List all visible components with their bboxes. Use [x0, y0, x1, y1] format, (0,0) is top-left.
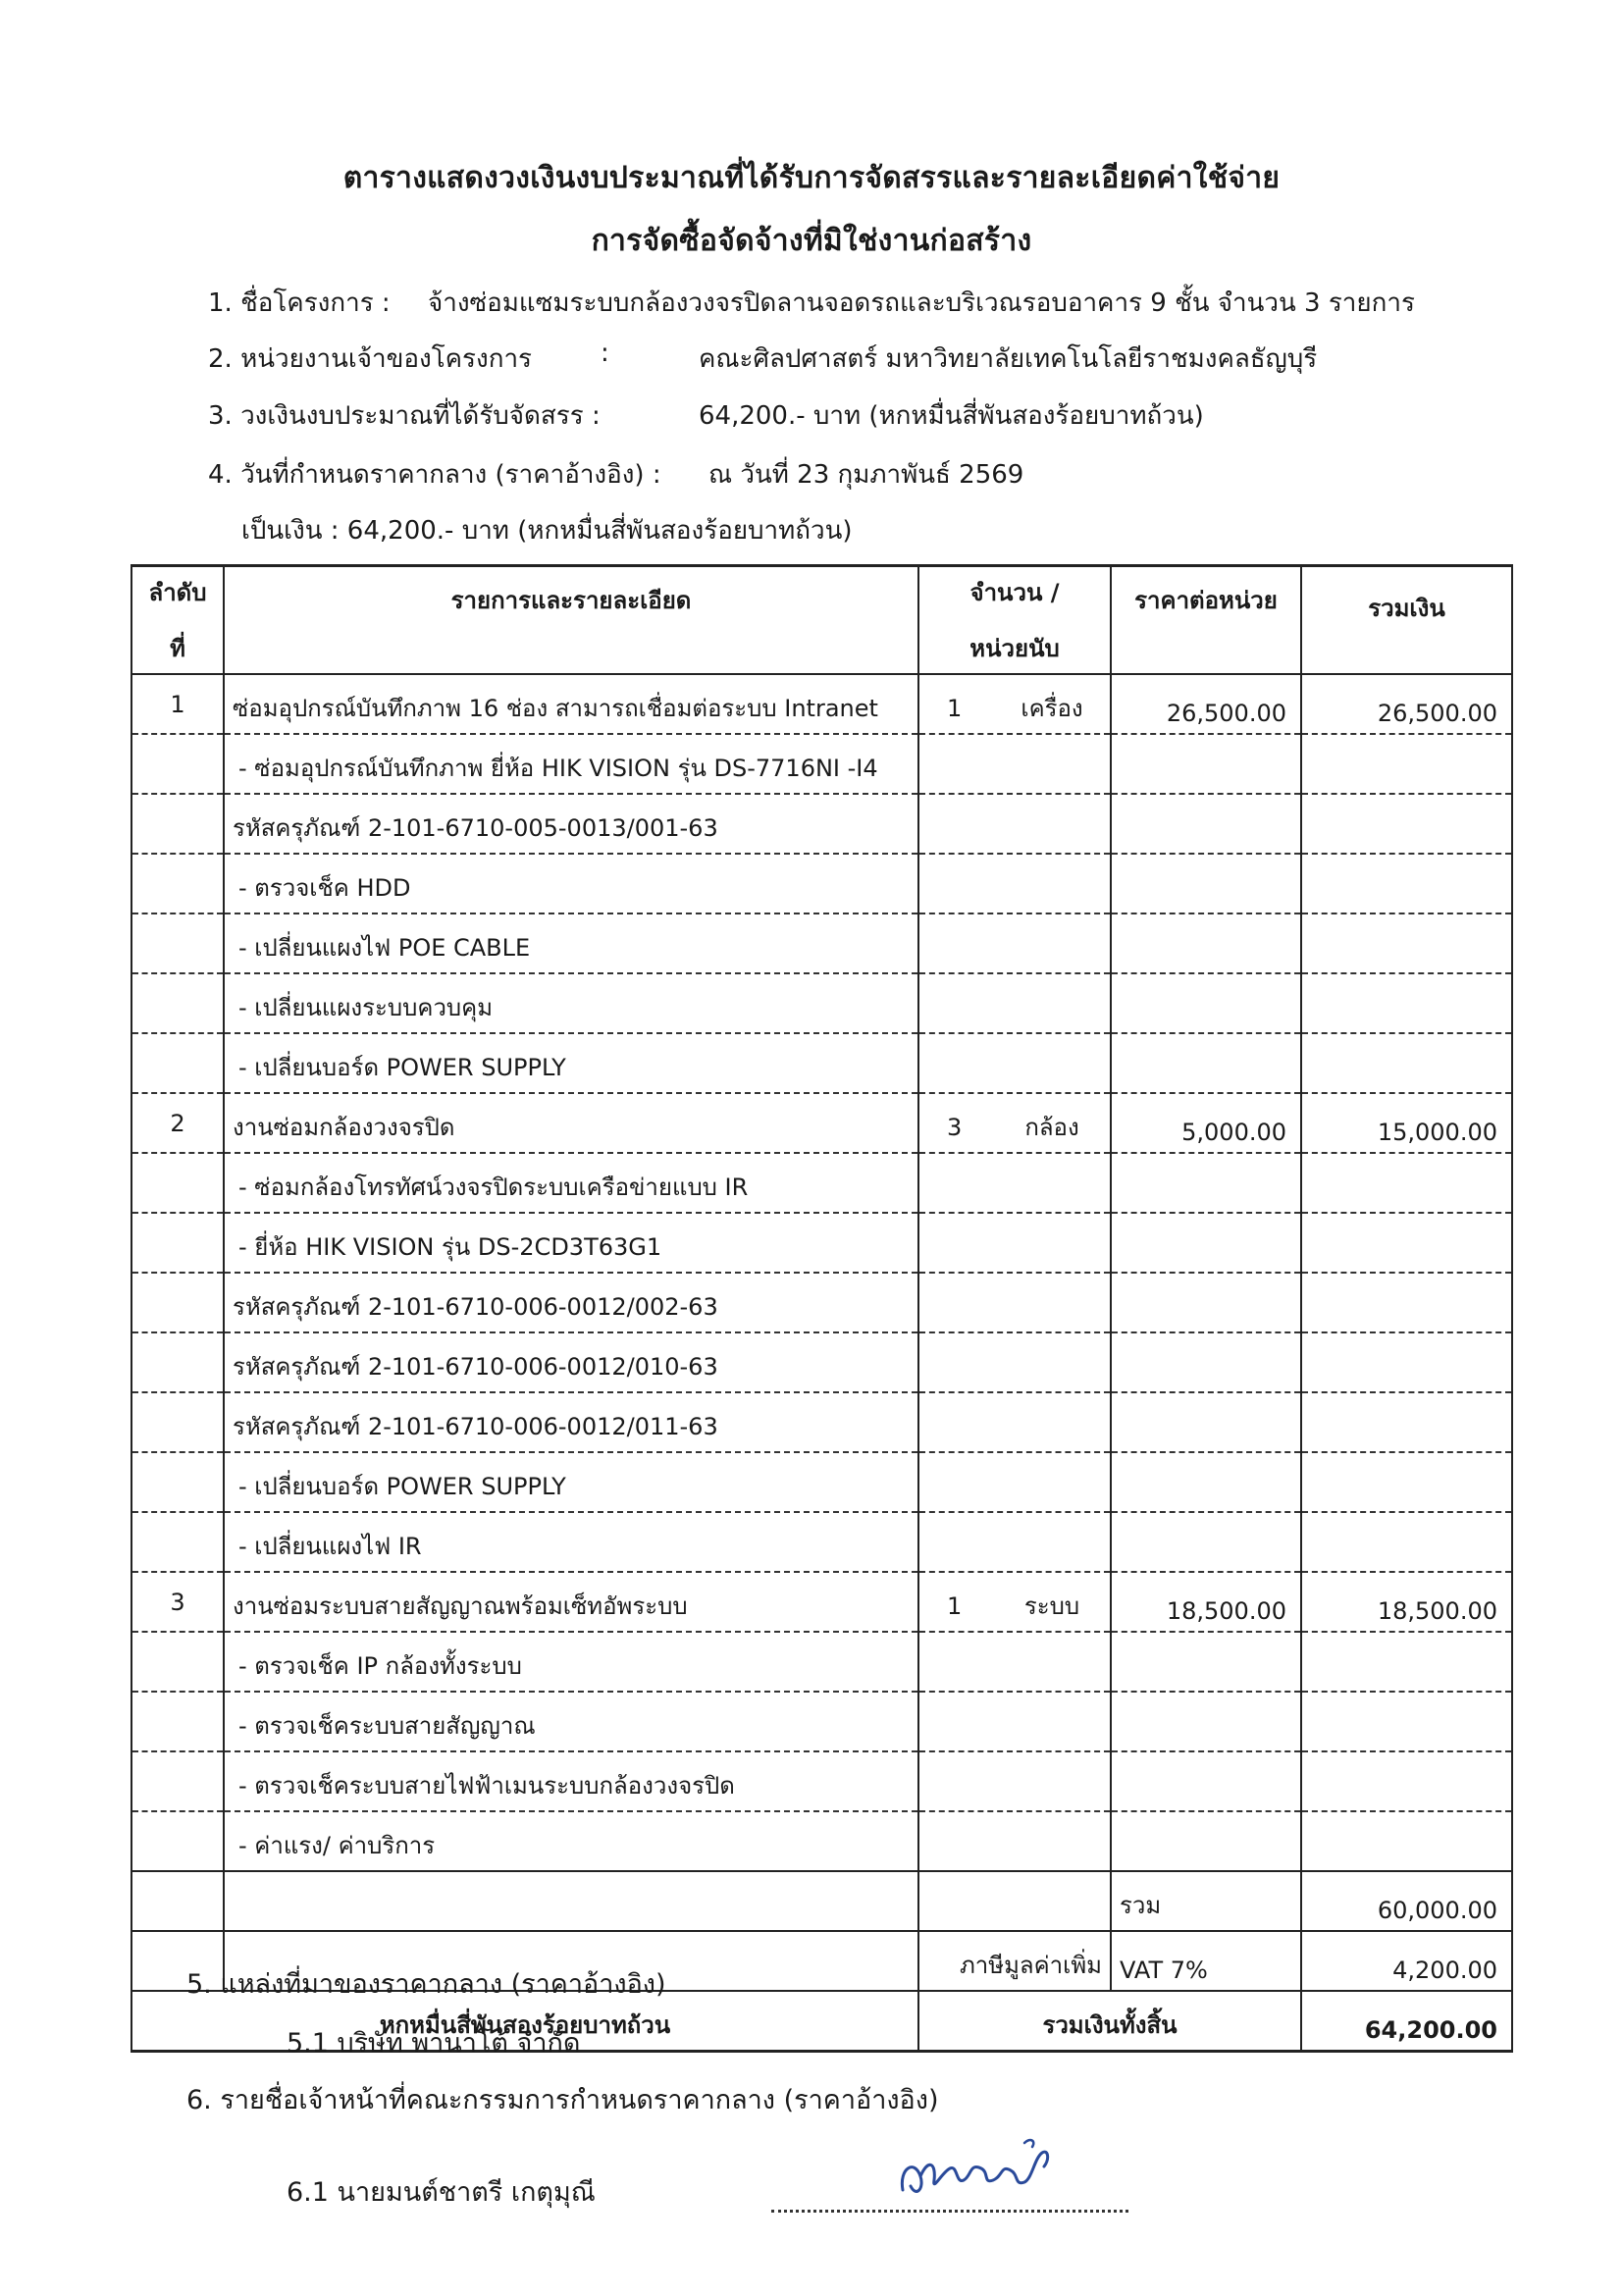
total-in-words: หกหมื่นสี่พันสองร้อยบาทถ้วน	[131, 1991, 918, 2052]
item-detail: รหัสครุภัณฑ์ 2-101-6710-006-0012/011-63	[224, 1392, 918, 1452]
subtotal-label: รวม	[1111, 1871, 1301, 1931]
table-row	[131, 1751, 1512, 1811]
item-detail: - ซ่อมอุปกรณ์บันทึกภาพ ยี่ห้อ HIK VISION รุ่น DS-7716NI -I4	[224, 734, 918, 794]
owner-value: คณะศิลปศาสตร์ มหาวิทยาลัยเทคโนโลยีราชมงคลธัญบุรี	[699, 344, 1318, 374]
item-detail: - ตรวจเช็ค HDD	[224, 854, 918, 913]
budget-value: 64,200.- บาท (หกหมื่นสี่พันสองร้อยบาทถ้วน)	[699, 401, 1204, 431]
item-total: 18,500.00	[1301, 1572, 1512, 1632]
header-qty	[918, 566, 1111, 675]
date-label: 4. วันที่กำหนดราคากลาง (ราคาอ้างอิง) :	[208, 460, 661, 490]
table-row	[131, 1452, 1512, 1512]
table-row	[131, 973, 1512, 1033]
committee-heading: 6. รายชื่อเจ้าหน้าที่คณะกรรมการกำหนดราคากลาง (ราคาอ้างอิง)	[186, 2085, 939, 2115]
table-row	[131, 1811, 1512, 1871]
item-unit: กล้อง	[1024, 1114, 1079, 1141]
header-qty-line1: จำนวน /	[969, 579, 1060, 606]
header-no-line2: ที่	[170, 635, 185, 662]
budget-table	[131, 564, 1513, 2053]
document-title-line2: การจัดซื้อจัดจ้างที่มิใช่งานก่อสร้าง	[591, 224, 1032, 258]
date-value: ณ วันที่ 23 กุมภาพันธ์ 2569	[708, 460, 1024, 490]
item-detail: - เปลี่ยนแผงไฟ IR	[224, 1512, 918, 1572]
item-detail: - ยี่ห้อ HIK VISION รุ่น DS-2CD3T63G1	[224, 1213, 918, 1273]
item-title: งานซ่อมกล้องวงจรปิด	[224, 1093, 918, 1153]
item-qty: 1	[947, 1592, 963, 1620]
table-row	[131, 1512, 1512, 1572]
item-no: 1	[131, 674, 224, 734]
item-unit-price: 26,500.00	[1111, 674, 1301, 734]
item-detail: รหัสครุภัณฑ์ 2-101-6710-005-0013/001-63	[224, 794, 918, 854]
item-detail: - ค่าแรง/ ค่าบริการ	[224, 1811, 918, 1871]
header-qty-line2: หน่วยนับ	[969, 635, 1060, 662]
project-value: จ้างซ่อมแซมระบบกล้องวงจรปิดลานจอดรถและบริเวณรอบอาคาร 9 ชั้น จำนวน 3 รายการ	[428, 288, 1415, 318]
signature-scribble	[895, 2129, 1072, 2208]
owner-colon: :	[601, 339, 609, 368]
header-no-line1: ลำดับ	[148, 579, 207, 606]
table-row	[131, 1093, 1512, 1153]
vat-rate: VAT 7%	[1111, 1931, 1301, 1991]
subtotal-row	[131, 1871, 1512, 1931]
table-row	[131, 913, 1512, 973]
item-title: งานซ่อมระบบสายสัญญาณพร้อมเซ็ทอัพระบบ	[224, 1572, 918, 1632]
table-row	[131, 1392, 1512, 1452]
table-row	[131, 794, 1512, 854]
item-detail: - เปลี่ยนบอร์ด POWER SUPPLY	[224, 1033, 918, 1093]
header-no	[131, 566, 224, 675]
item-unit: เครื่อง	[1021, 695, 1083, 722]
item-detail: - เปลี่ยนแผงระบบควบคุม	[224, 973, 918, 1033]
item-detail: - เปลี่ยนแผงไฟ POE CABLE	[224, 913, 918, 973]
item-unit: ระบบ	[1023, 1592, 1080, 1620]
item-detail: - ตรวจเช็ค IP กล้องทั้งระบบ	[224, 1632, 918, 1692]
item-qty-cell	[918, 1572, 1111, 1632]
header-unit-price: ราคาต่อหน่วย	[1111, 566, 1301, 675]
item-unit-price: 18,500.00	[1111, 1572, 1301, 1632]
signature-line	[771, 2210, 1128, 2213]
item-no: 2	[131, 1093, 224, 1153]
item-qty: 1	[947, 695, 963, 722]
grand-total-value: 64,200.00	[1301, 1991, 1512, 2052]
source-item: 5.1 บริษัท พานาโต้ จำกัด	[287, 2028, 581, 2059]
item-no: 3	[131, 1572, 224, 1632]
header-desc: รายการและรายละเอียด	[224, 566, 918, 675]
table-row	[131, 1632, 1512, 1692]
item-qty-cell	[918, 1093, 1111, 1153]
amount-line: เป็นเงิน : 64,200.- บาท (หกหมื่นสี่พันสองร้อยบาทถ้วน)	[241, 516, 853, 546]
item-total: 26,500.00	[1301, 674, 1512, 734]
subtotal-value: 60,000.00	[1301, 1871, 1512, 1931]
item-detail: - ซ่อมกล้องโทรทัศน์วงจรปิดระบบเครือข่ายแบบ IR	[224, 1153, 918, 1213]
document-title-line1: ตารางแสดงวงเงินงบประมาณที่ได้รับการจัดสรรและรายละเอียดค่าใช้จ่าย	[342, 161, 1281, 195]
item-title: ซ่อมอุปกรณ์บันทึกภาพ 16 ช่อง สามารถเชื่อมต่อระบบ Intranet	[224, 674, 918, 734]
vat-value: 4,200.00	[1301, 1931, 1512, 1991]
item-detail: - เปลี่ยนบอร์ด POWER SUPPLY	[224, 1452, 918, 1512]
item-detail: - ตรวจเช็คระบบสายสัญญาณ	[224, 1692, 918, 1751]
table-row	[131, 1332, 1512, 1392]
committee-member: 6.1 นายมนต์ชาตรี เกตุมุณี	[287, 2177, 596, 2208]
item-detail: รหัสครุภัณฑ์ 2-101-6710-006-0012/010-63	[224, 1332, 918, 1392]
table-row	[131, 1213, 1512, 1273]
item-total: 15,000.00	[1301, 1093, 1512, 1153]
header-total: รวมเงิน	[1301, 566, 1512, 675]
owner-label: 2. หน่วยงานเจ้าของโครงการ	[208, 344, 533, 374]
item-qty: 3	[947, 1114, 963, 1141]
table-row	[131, 1033, 1512, 1093]
item-detail: - ตรวจเช็คระบบสายไฟฟ้าเมนระบบกล้องวงจรปิด	[224, 1751, 918, 1811]
item-unit-price: 5,000.00	[1111, 1093, 1301, 1153]
item-qty-cell	[918, 674, 1111, 734]
item-detail: รหัสครุภัณฑ์ 2-101-6710-006-0012/002-63	[224, 1273, 918, 1332]
table-row	[131, 674, 1512, 734]
table-row	[131, 1153, 1512, 1213]
table-row	[131, 1273, 1512, 1332]
table-row	[131, 734, 1512, 794]
table-header-row	[131, 566, 1512, 675]
grand-total-label: รวมเงินทั้งสิ้น	[918, 1991, 1301, 2052]
table-row	[131, 1572, 1512, 1632]
signature	[895, 2129, 1072, 2212]
table-row	[131, 1692, 1512, 1751]
budget-label: 3. วงเงินงบประมาณที่ได้รับจัดสรร :	[208, 401, 601, 431]
table-row	[131, 854, 1512, 913]
vat-label: ภาษีมูลค่าเพิ่ม	[918, 1931, 1111, 1991]
source-heading: 5. แหล่งที่มาของราคากลาง (ราคาอ้างอิง)	[186, 1969, 666, 2000]
project-label: 1. ชื่อโครงการ :	[208, 288, 391, 318]
